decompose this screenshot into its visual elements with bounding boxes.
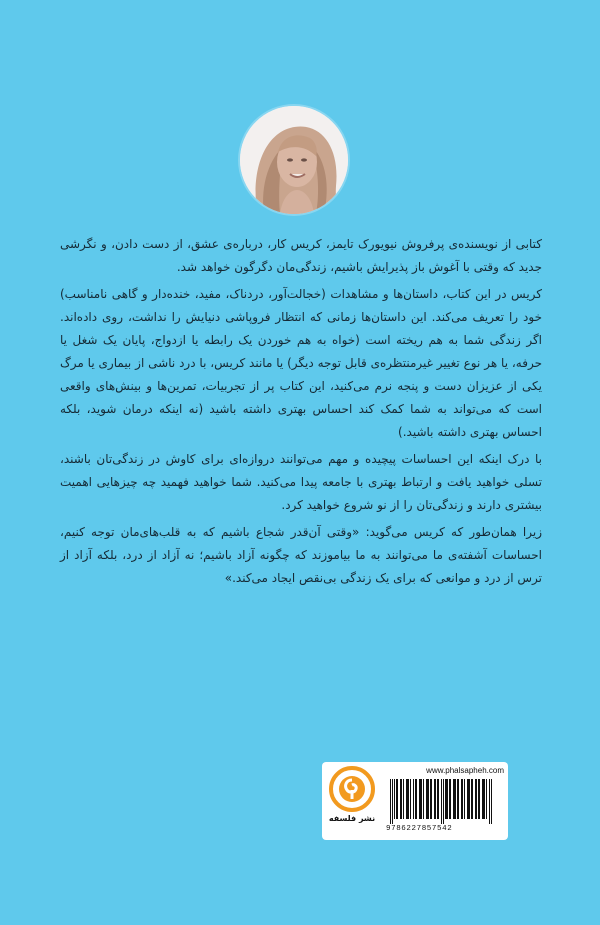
barcode-icon xyxy=(388,779,504,824)
barcode-panel xyxy=(322,762,508,840)
publisher-website: www.phalsapheh.com xyxy=(426,766,504,775)
isbn-number: 9786227857542 xyxy=(386,825,453,833)
description-paragraph-2: کریس در این کتاب، داستان‌ها و مشاهدات (خجالت‌آور، دردناک، مفید، خنده‌دار و گاهی نامناسب) خود را تعریف می‌کند. این داستان‌ها زمانی که انتظار فروپاشی دنیایش را نداشت، روی داده‌اند. اگر زندگی شما به هم ریخته است (خواه به هم خوردن یک رابطه یا ازدواج، پایان یک شغل یا حرفه، یا هر نوع تغییر غیرمنتظره‌ی قابل توجه دیگر) یا مانند کریس، با درد ناشی از بیماری یا مرگ یکی از عزیزان دست و پنجه نرم می‌کنید، این کتاب پر از تجربیات، تمرین‌ها و بینش‌های واقعی است که می‌تواند به شما کمک کند احساس بهتری داشته باشید (نه اینکه درمان شوید، بلکه احساس بهتری داشته باشید.) xyxy=(60,287,542,439)
publisher-logo-icon xyxy=(329,766,375,812)
publisher-name: نشر فلسفه xyxy=(328,814,376,823)
description-paragraph-3: با درک اینکه این احساسات پیچیده و مهم می‌توانند دروازه‌ای برای کاوش در زندگی‌تان باشند، تسلی خواهید یافت و ارتباط بهتری با جامعه پیدا می‌کنید. شما خواهید فهمید چه چیزهایی اهمیت بیشتری دارند و زندگی‌تان را از نو شروع خواهید کرد. xyxy=(60,452,542,512)
author-photo xyxy=(240,106,348,214)
author-portrait-image xyxy=(240,106,348,214)
description-paragraph-4: زیرا همان‌طور که کریس می‌گوید: «وقتی آن‌قدر شجاع باشیم که به قلب‌های‌مان توجه کنیم، احساسات آشفته‌ی ما می‌توانند به ما بیاموزند که چگونه آزاد باشیم؛ نه آزاد از درد، بلکه آزاد از ترس از درد و موانعی که برای یک زندگی بی‌نقص ایجاد می‌کند.» xyxy=(60,525,542,585)
description-paragraph-1: کتابی از نویسنده‌ی پرفروش نیویورک تایمز، کریس کار، درباره‌ی عشق، از دست دادن، و نگرشی جدید که وقتی با آغوش باز پذیرایش باشیم، زندگی‌مان دگرگون خواهد شد. xyxy=(60,237,542,274)
book-description xyxy=(60,233,542,594)
